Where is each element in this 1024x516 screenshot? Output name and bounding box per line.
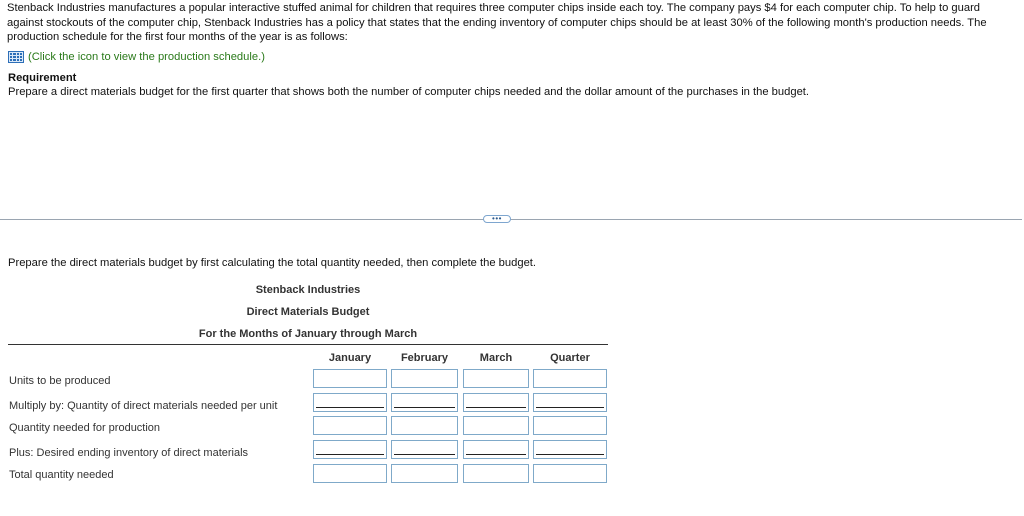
budget-title: Direct Materials Budget (246, 306, 370, 318)
input-total-quantity-march[interactable] (463, 464, 529, 483)
input-units-produced-february[interactable] (391, 369, 458, 388)
requirement-title: Requirement (8, 72, 77, 84)
row-label-total-quantity-needed: Total quantity needed (9, 469, 114, 481)
input-qty-needed-production-quarter[interactable] (533, 416, 607, 435)
input-qty-needed-production-february[interactable] (391, 416, 458, 435)
instruction-text: Prepare the direct materials budget by first calculating the total quantity needed, then complete the budget. (8, 257, 537, 269)
production-schedule-link-text[interactable]: (Click the icon to view the production schedule.) (28, 51, 265, 63)
input-units-produced-quarter[interactable] (533, 369, 607, 388)
row-label-quantity-per-unit: Multiply by: Quantity of direct materials needed per unit (9, 400, 278, 412)
input-qty-per-unit-quarter[interactable] (533, 393, 607, 412)
input-ending-inventory-quarter[interactable] (533, 440, 607, 459)
production-schedule-link[interactable] (8, 50, 265, 64)
input-ending-inventory-february[interactable] (391, 440, 458, 459)
requirement-text: Prepare a direct materials budget for the first quarter that shows both the number of computer chips needed and the dollar amount of the purchases in the budget. (8, 86, 810, 98)
problem-description: Stenback Industries manufactures a popular interactive stuffed animal for children that requires three computer chips inside each toy. The company pays $4 for each computer chip. To help to guard against stockouts of the computer chip, Stenback Industries has a policy that states that the ending inventory of computer chips should be at least 30% of the following month's production needs. The production schedule for the first four months of the year is as follows: (7, 2, 987, 44)
input-total-quantity-quarter[interactable] (533, 464, 607, 483)
column-header-march: March (479, 352, 513, 364)
input-qty-per-unit-january[interactable] (313, 393, 387, 412)
input-units-produced-march[interactable] (463, 369, 529, 388)
input-qty-per-unit-february[interactable] (391, 393, 458, 412)
row-label-units-to-be-produced: Units to be produced (9, 375, 111, 387)
budget-period: For the Months of January through March (198, 328, 418, 340)
input-ending-inventory-january[interactable] (313, 440, 387, 459)
input-units-produced-january[interactable] (313, 369, 387, 388)
column-header-february: February (400, 352, 449, 364)
header-rule (8, 344, 608, 345)
input-ending-inventory-march[interactable] (463, 440, 529, 459)
input-qty-needed-production-january[interactable] (313, 416, 387, 435)
input-total-quantity-january[interactable] (313, 464, 387, 483)
row-label-quantity-needed-for-production: Quantity needed for production (9, 422, 161, 434)
input-total-quantity-february[interactable] (391, 464, 458, 483)
input-qty-needed-production-march[interactable] (463, 416, 529, 435)
row-label-desired-ending-inventory: Plus: Desired ending inventory of direct materials (9, 447, 249, 459)
table-grid-icon[interactable] (8, 51, 24, 63)
input-qty-per-unit-march[interactable] (463, 393, 529, 412)
budget-company-name: Stenback Industries (255, 284, 361, 296)
expand-more-button[interactable]: ••• (483, 215, 511, 223)
column-header-january: January (328, 352, 372, 364)
section-divider (0, 219, 1022, 220)
column-header-quarter: Quarter (550, 352, 590, 364)
